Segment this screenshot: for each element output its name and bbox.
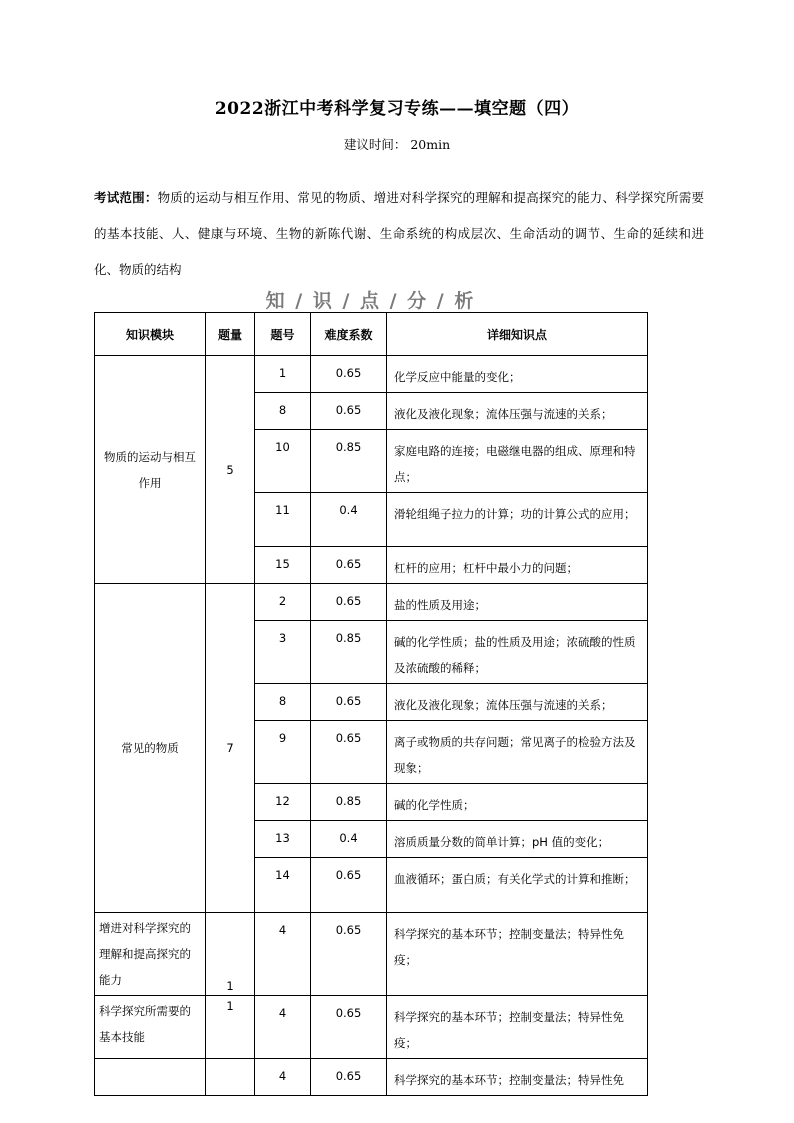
table-row [95, 996, 648, 1059]
question-no-cell: 13 [255, 821, 311, 858]
exam-scope [94, 180, 704, 288]
question-no-cell: 2 [255, 584, 311, 621]
detail-cell: 滑轮组绳子拉力的计算；功的计算公式的应用； [387, 493, 648, 547]
difficulty-cell: 0.65 [311, 913, 387, 996]
question-no-cell: 4 [255, 996, 311, 1059]
difficulty-cell: 0.85 [311, 430, 387, 493]
question-no-cell: 10 [255, 430, 311, 493]
question-no-cell: 12 [255, 784, 311, 821]
detail-cell: 碱的化学性质； [387, 784, 648, 821]
difficulty-cell: 0.4 [311, 821, 387, 858]
question-no-cell: 15 [255, 547, 311, 584]
detail-cell: 杠杆的应用；杠杆中最小力的问题； [387, 547, 648, 584]
difficulty-cell: 0.4 [311, 493, 387, 547]
suggested-time: 建议时间： 20min [343, 137, 451, 152]
module-cell: 常见的物质 [95, 584, 206, 913]
header-count: 题量 [206, 313, 255, 356]
detail-cell: 血液循环；蛋白质；有关化学式的计算和推断； [387, 858, 648, 913]
count-cell: 5 [206, 356, 255, 584]
header-difficulty: 难度系数 [311, 313, 387, 356]
detail-cell: 家庭电路的连接；电磁继电器的组成、原理和特点； [387, 430, 648, 493]
header-module: 知识模块 [95, 313, 206, 356]
count-cell [206, 1059, 255, 1096]
difficulty-cell: 0.65 [311, 1059, 387, 1096]
difficulty-cell: 0.65 [311, 393, 387, 430]
detail-cell: 化学反应中能量的变化； [387, 356, 648, 393]
question-no-cell: 1 [255, 356, 311, 393]
difficulty-cell: 0.65 [311, 356, 387, 393]
table-row [95, 1059, 648, 1096]
count-cell: 1 [206, 996, 255, 1059]
question-no-cell: 8 [255, 393, 311, 430]
detail-cell: 科学探究的基本环节；控制变量法；特异性免 [387, 1059, 648, 1096]
difficulty-cell: 0.65 [311, 858, 387, 913]
exam-scope-text: 物质的运动与相互作用、常见的物质、增进对科学探究的理解和提高探究的能力、科学探究所需要的基本技能、人、健康与环境、生物的新陈代谢、生命系统的构成层次、生命活动的调节、生命的延续和进化、物质的结构 [94, 190, 704, 277]
question-no-cell: 14 [255, 858, 311, 913]
difficulty-cell: 0.85 [311, 621, 387, 684]
question-no-cell: 8 [255, 684, 311, 721]
knowledge-analysis-title: 知 / 识 / 点 / 分 / 析 [265, 290, 476, 312]
difficulty-cell: 0.65 [311, 584, 387, 621]
question-no-cell: 11 [255, 493, 311, 547]
module-cell: 科学探究所需要的基本技能 [95, 996, 206, 1059]
difficulty-cell: 0.65 [311, 547, 387, 584]
difficulty-cell: 0.65 [311, 684, 387, 721]
module-cell: 增进对科学探究的理解和提高探究的能力 [95, 913, 206, 996]
detail-cell: 科学探究的基本环节；控制变量法；特异性免疫； [387, 913, 648, 996]
header-question-no: 题号 [255, 313, 311, 356]
detail-cell: 液化及液化现象；流体压强与流速的关系； [387, 684, 648, 721]
table-row [95, 356, 648, 393]
count-cell: 1 [206, 913, 255, 996]
knowledge-table [94, 312, 648, 1096]
count-cell: 7 [206, 584, 255, 913]
table-header-row [95, 313, 648, 356]
detail-cell: 溶质质量分数的简单计算；pH 值的变化； [387, 821, 648, 858]
question-no-cell: 4 [255, 913, 311, 996]
table-row [95, 584, 648, 621]
table-row [95, 913, 648, 996]
document-title: 2022浙江中考科学复习专练——填空题（四） [214, 99, 580, 119]
module-cell: 物质的运动与相互作用 [95, 356, 206, 584]
question-no-cell: 4 [255, 1059, 311, 1096]
difficulty-cell: 0.65 [311, 996, 387, 1059]
module-cell [95, 1059, 206, 1096]
header-detail: 详细知识点 [387, 313, 648, 356]
detail-cell: 科学探究的基本环节；控制变量法；特异性免疫； [387, 996, 648, 1059]
detail-cell: 盐的性质及用途； [387, 584, 648, 621]
detail-cell: 液化及液化现象；流体压强与流速的关系； [387, 393, 648, 430]
exam-scope-label: 考试范围： [94, 190, 158, 205]
question-no-cell: 9 [255, 721, 311, 784]
detail-cell: 碱的化学性质；盐的性质及用途；浓硫酸的性质及浓硫酸的稀释； [387, 621, 648, 684]
difficulty-cell: 0.65 [311, 721, 387, 784]
detail-cell: 离子或物质的共存问题；常见离子的检验方法及现象； [387, 721, 648, 784]
question-no-cell: 3 [255, 621, 311, 684]
difficulty-cell: 0.85 [311, 784, 387, 821]
